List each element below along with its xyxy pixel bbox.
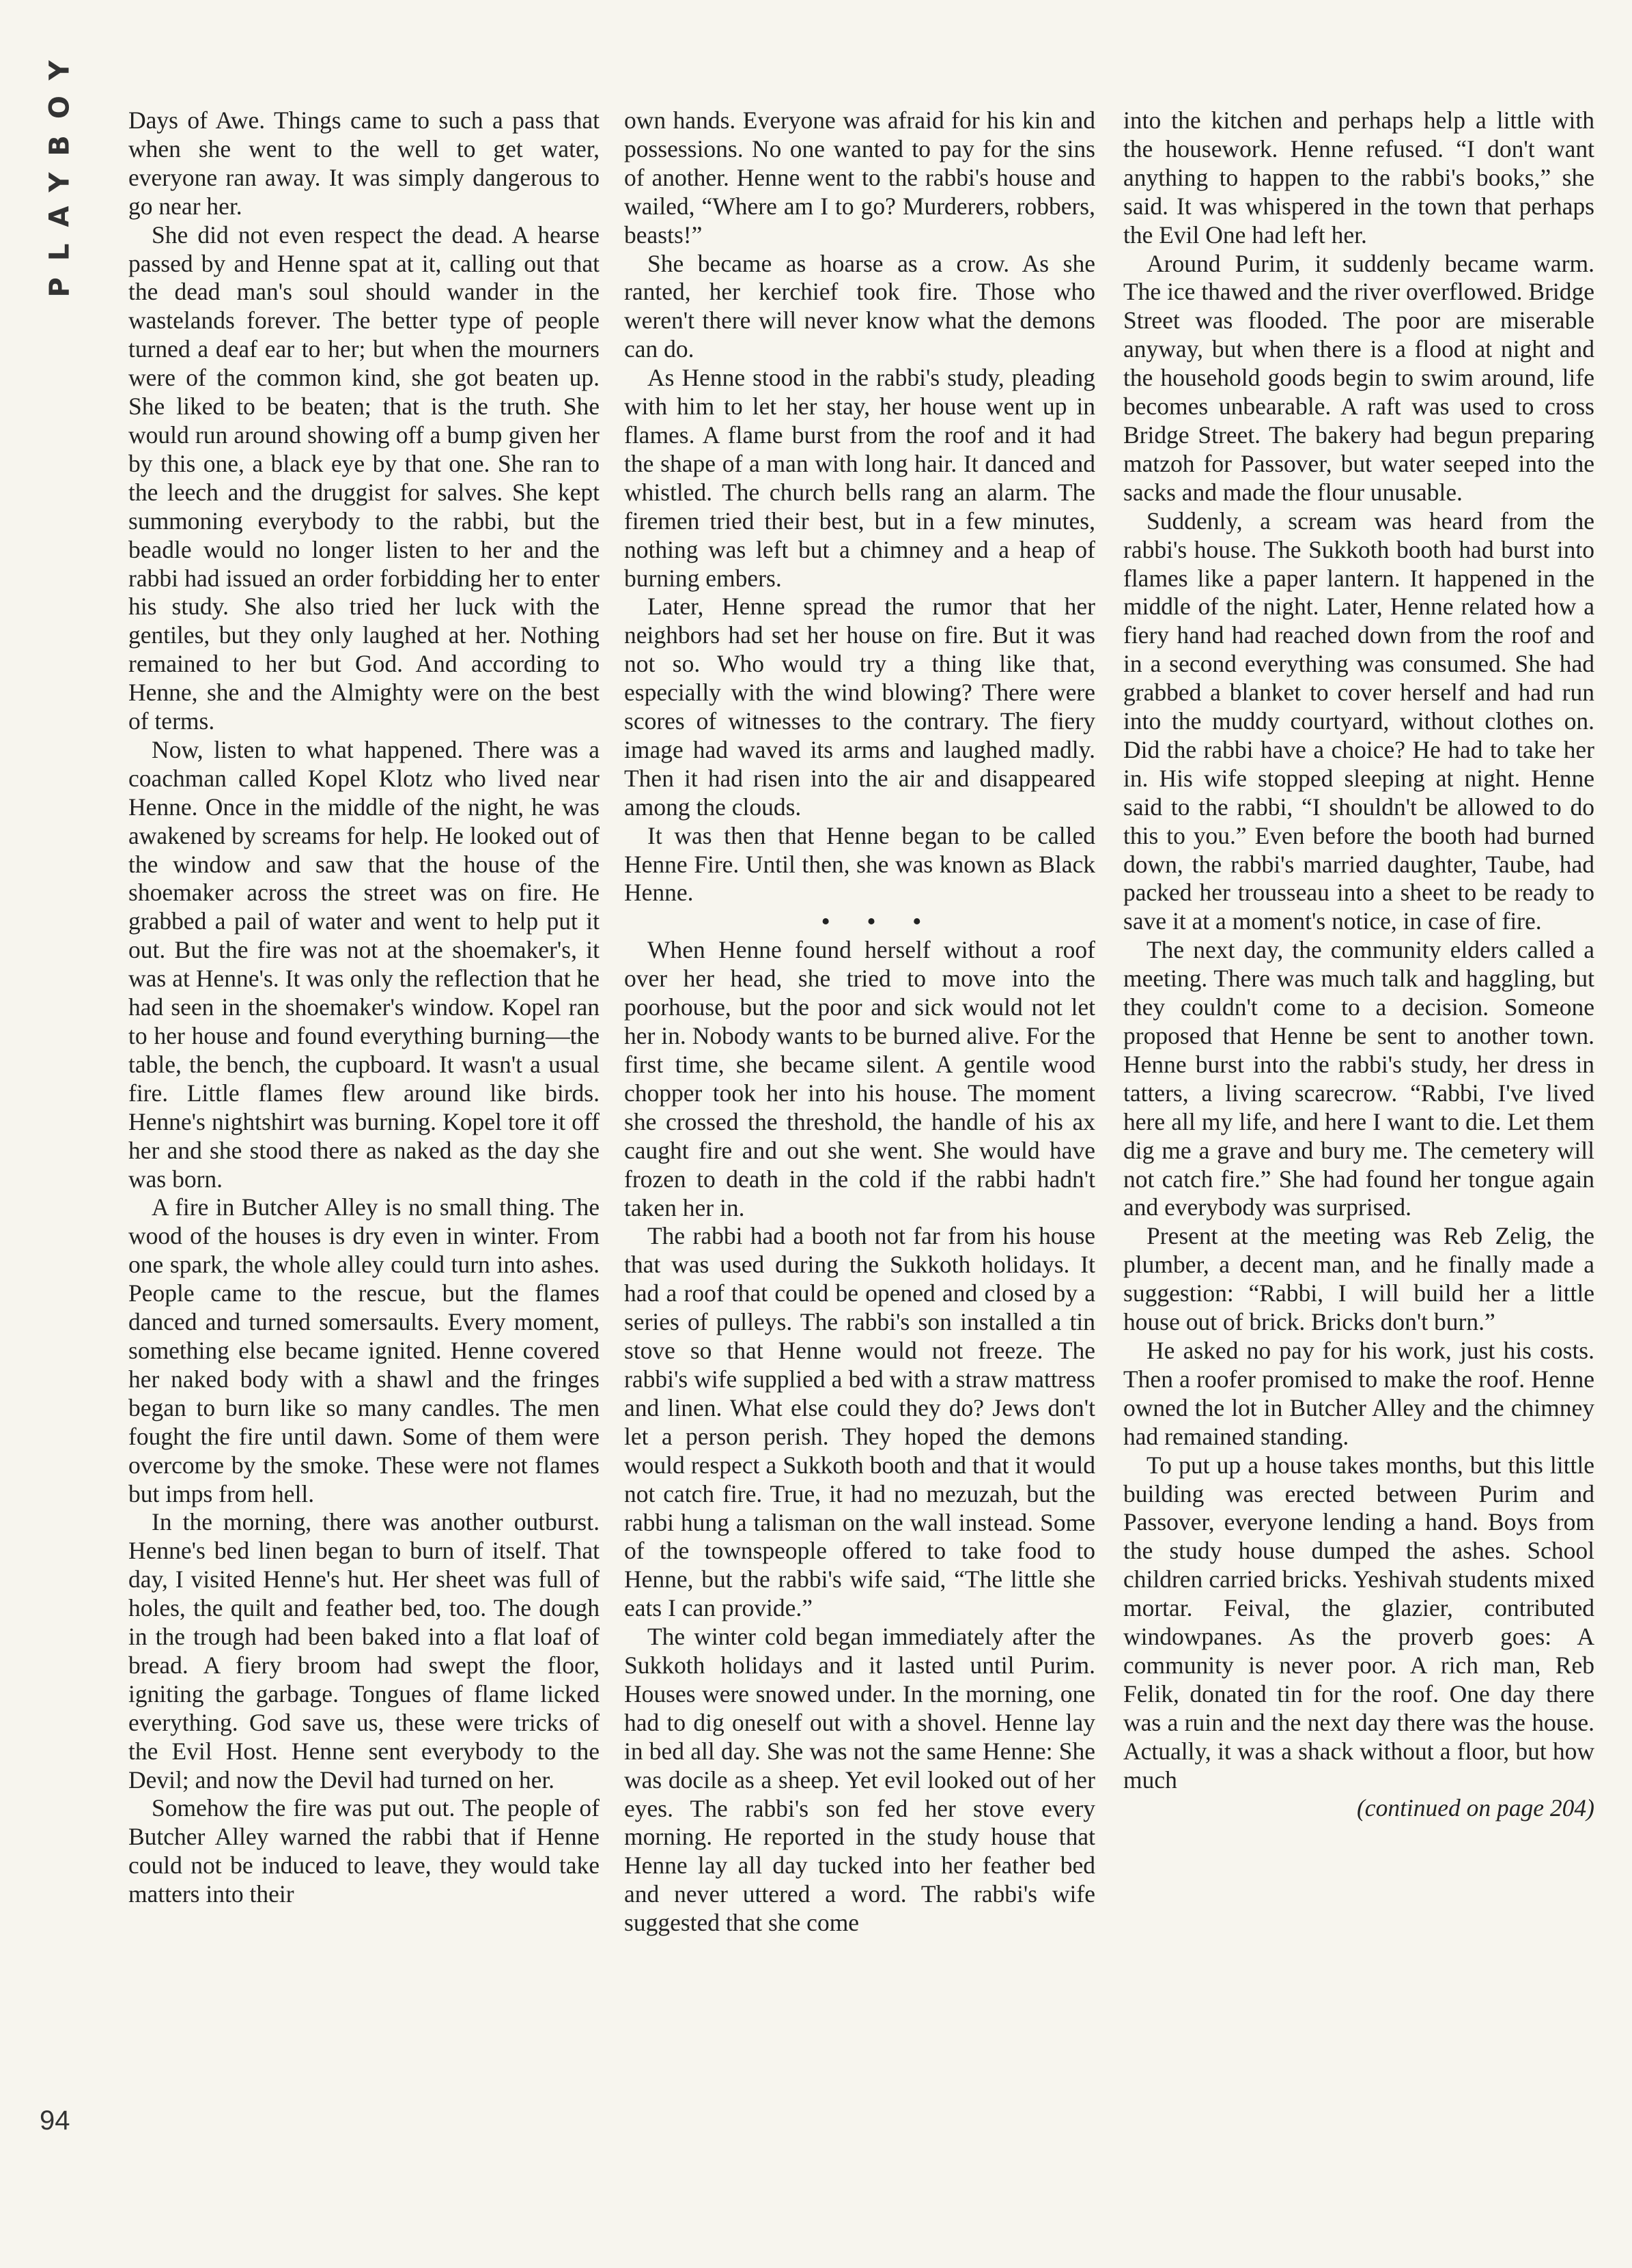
text-column-3 (1123, 107, 1594, 2168)
paragraph: Later, Henne spread the rumor that her neighbors had set her house on fire. But it was not so. Who would try a thing like that, especially with the wind blowing? There were scores of witnesses to the contrary. The fiery image had waved its arms and laughed madly. Then it had risen into the air and disappeared among the clouds. (624, 593, 1095, 821)
text-column-1 (128, 107, 600, 2168)
paragraph: Suddenly, a scream was heard from the rabbi's house. The Sukkoth booth had burst into flames like a paper lantern. It happened in the middle of the night. Later, Henne related how a fiery hand had reached down from the roof and in a second everything was consumed. She had grabbed a blanket to cover herself and had run into the muddy courtyard, without clothes on. Did the rabbi have a choice? He had to take her in. His wife stopped sleeping at night. Henne said to the rabbi, “I shouldn't be allowed to do this to you.” Even before the booth had burned down, the rabbi's married daughter, Taube, had packed her trousseau into a sheet to be ready to save it at a moment's notice, in case of fire. (1123, 507, 1594, 935)
paragraph: The winter cold began immediately after the Sukkoth holidays and it lasted until Purim. Houses were snowed under. In the morning, one had to dig oneself out with a shovel. Henne lay in bed all day. She was not the same Henne: She was docile as a sheep. Yet evil looked out of her eyes. The rabbi's son fed her stove every morning. He reported in the study house that Henne lay all day tucked into her feather bed and never uttered a word. The rabbi's wife suggested that she come (624, 1623, 1095, 1937)
paragraph: Now, listen to what happened. There was a coachman called Kopel Klotz who lived near Henne. Once in the middle of the night, he was awakened by screams for help. He looked out of the window and saw that the house of the shoemaker across the street was on fire. He grabbed a pail of water and went to help put it out. But the fire was not at the shoemaker's, it was at Henne's. It was only the reflection that he had seen in the shoemaker's window. Kopel ran to her house and found everything burning—the table, the bench, the cupboard. It wasn't a usual fire. Little flames flew around like birds. Henne's nightshirt was burning. Kopel tore it off her and she stood there as naked as the day she was born. (128, 735, 600, 1193)
masthead-text: PLAYBOY (44, 44, 75, 298)
paragraph: When Henne found herself without a roof over her head, she tried to move into the poorhouse, but the poor and sick would not let her in. Nobody wants to be burned alive. For the first time, she became silent. A gentile wood chopper took her into his house. The moment she crossed the threshold, the handle of his ax caught fire and out she went. She would have frozen to death in the cold if the rabbi hadn't taken her in. (624, 936, 1095, 1221)
paragraph: He asked no pay for his work, just his costs. Then a roofer promised to make the roof. Henne owned the lot in Butcher Alley and the chimney had remained standing. (1123, 1336, 1594, 1450)
paragraph: own hands. Everyone was afraid for his kin and possessions. No one wanted to pay for the sins of another. Henne went to the rabbi's house and wailed, “Where am I to go? Murderers, robbers, beasts!” (624, 107, 1095, 249)
paragraph: She became as hoarse as a crow. As she ranted, her kerchief took fire. Those who weren't there will never know what the demons can do. (624, 249, 1095, 363)
masthead (36, 44, 83, 298)
paragraph: As Henne stood in the rabbi's study, pleading with him to let her stay, her house went up in flames. A flame burst from the roof and it had the shape of a man with long hair. It danced and whistled. The church bells rang an alarm. The firemen tried their best, but in a few minutes, nothing was left but a chimney and a heap of burning embers. (624, 364, 1095, 592)
paragraph: To put up a house takes months, but this little building was erected between Purim and Passover, everyone lending a hand. Boys from the study house dumped the ashes. School children carried bricks. Yeshivah students mixed mortar. Feival, the glazier, contributed windowpanes. As the proverb goes: A community is never poor. A rich man, Reb Felik, donated tin for the roof. One day there was a ruin and the next day there was the house. Actually, it was a shack without a floor, but how much (1123, 1451, 1594, 1794)
page-number: 94 (40, 2106, 70, 2136)
continued-note: (continued on page 204) (1356, 1794, 1594, 1822)
paragraph: Around Purim, it suddenly became warm. The ice thawed and the river overflowed. Bridge Street was flooded. The poor are miserable anyway, but when there is a flood at night and the household goods begin to swim around, life becomes unbearable. A raft was used to cross Bridge Street. The bakery had begun preparing matzoh for Passover, but water seeped into the sacks and made the flour unusable. (1123, 249, 1594, 506)
paragraph: It was then that Henne began to be called Henne Fire. Until then, she was known as Black Henne. (624, 821, 1095, 907)
paragraph: Present at the meeting was Reb Zelig, the plumber, a decent man, and he finally made a suggestion: “Rabbi, I will build her a little house out of brick. Bricks don't burn.” (1123, 1222, 1594, 1336)
paragraph: Somehow the fire was put out. The people of Butcher Alley warned the rabbi that if Henne could not be induced to leave, they would take matters into their (128, 1794, 600, 1908)
paragraph: The next day, the community elders called a meeting. There was much talk and haggling, but they couldn't come to a decision. Someone proposed that Henne be sent to another town. Henne burst into the rabbi's study, her dress in tatters, a living scarecrow. “Rabbi, I've lived here all my life, and here I want to die. Let them dig me a grave and bury me. The cemetery will not catch fire.” She had found her tongue again and everybody was surprised. (1123, 936, 1594, 1221)
paragraph: Days of Awe. Things came to such a pass that when she went to the well to get water, everyone ran away. It was simply dangerous to go near her. (128, 107, 600, 220)
paragraph: The rabbi had a booth not far from his house that was used during the Sukkoth holidays. It had a roof that could be opened and closed by a series of pulleys. The rabbi's son installed a tin stove so that Henne would not freeze. The rabbi's wife supplied a bed with a straw mattress and linen. What else could they do? Jews don't let a person perish. They hoped the demons would respect a Sukkoth booth and that it would not catch fire. True, it had no mezuzah, but the rabbi hung a talisman on the wall instead. Some of the townspeople offered to take food to Henne, but the rabbi's wife said, “The little she eats I can provide.” (624, 1222, 1095, 1622)
text-column-2 (624, 107, 1095, 2168)
paragraph: into the kitchen and perhaps help a little with the housework. Henne refused. “I don't want anything to happen to the rabbi's books,” she said. It was whispered in the town that perhaps the Evil One had left her. (1123, 107, 1594, 249)
paragraph: A fire in Butcher Alley is no small thing. The wood of the houses is dry even in winter. From one spark, the whole alley could turn into ashes. People came to the rescue, but the flames danced and turned somersaults. Every moment, something else became ignited. Henne covered her naked body with a shawl and the fringes began to burn like so many candles. The men fought the fire until dawn. Some of them were overcome by the smoke. These were not flames but imps from hell. (128, 1193, 600, 1507)
paragraph: She did not even respect the dead. A hearse passed by and Henne spat at it, calling out that the dead man's soul should wander in the wastelands forever. The better type of people turned a deaf ear to her; but when the mourners were of the common kind, she got beaten up. She liked to be beaten; that is the truth. She would run around showing off a bump given her by this one, a black eye by that one. She ran to the leech and the druggist for salves. She kept summoning everybody to the rabbi, but the beadle would no longer listen to her and the rabbi had issued an order forbidding her to enter his study. She also tried her luck with the gentiles, but they only laughed at her. Nothing remained to her but God. And according to Henne, she and the Almighty were on the best of terms. (128, 221, 600, 735)
section-break: • • • (821, 907, 937, 937)
paragraph: In the morning, there was another outburst. Henne's bed linen began to burn of itself. That day, I visited Henne's hut. Her sheet was full of holes, the quilt and feather bed, too. The dough in the trough had been baked into a flat loaf of bread. A fiery broom had swept the floor, igniting the garbage. Tongues of flame licked everything. God save us, these were tricks of the Evil Host. Henne sent everybody to the Devil; and now the Devil had turned on her. (128, 1508, 600, 1794)
